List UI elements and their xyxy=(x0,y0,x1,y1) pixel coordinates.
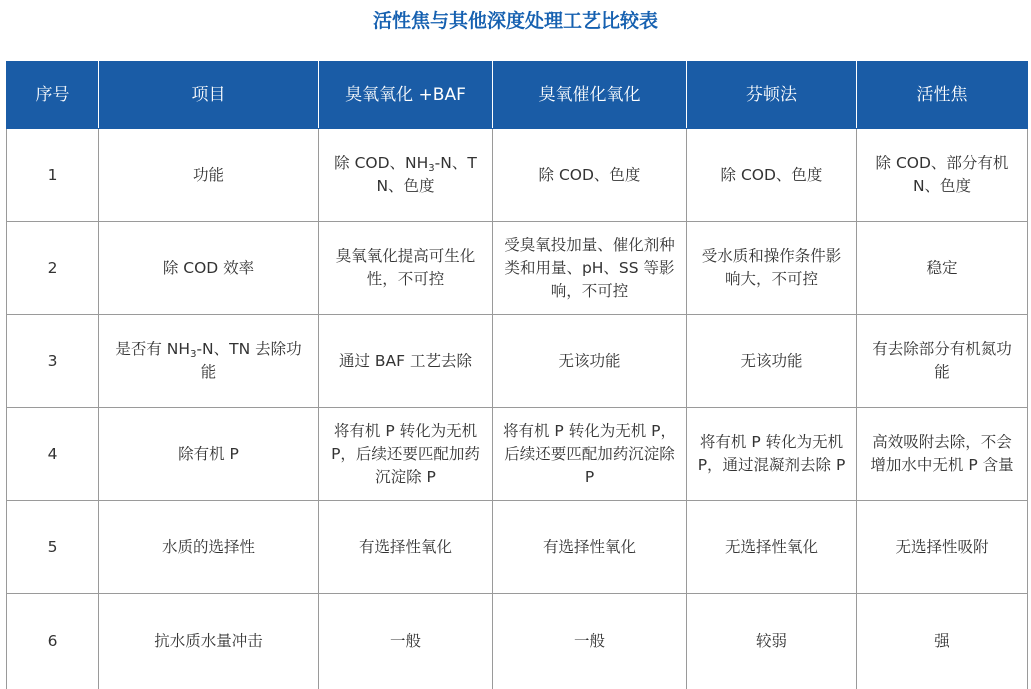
cell-no: 1 xyxy=(7,129,99,222)
table-row xyxy=(7,222,1028,315)
table-row xyxy=(7,408,1028,501)
cell-ozone-baf: 通过 BAF 工艺去除 xyxy=(319,315,493,408)
cell-catalytic-ozonation: 一般 xyxy=(493,594,687,689)
cell-catalytic-ozonation: 受臭氧投加量、催化剂种类和用量、pH、SS 等影响，不可控 xyxy=(493,222,687,315)
cell-no: 6 xyxy=(7,594,99,689)
cell-no: 4 xyxy=(7,408,99,501)
cell-item: 除 COD 效率 xyxy=(99,222,319,315)
cell-activated-coke: 无选择性吸附 xyxy=(857,501,1028,594)
comparison-table xyxy=(6,61,1028,689)
cell-ozone-baf: 将有机 P 转化为无机 P，后续还要匹配加药沉淀除 P xyxy=(319,408,493,501)
cell-fenton: 将有机 P 转化为无机 P，通过混凝剂去除 P xyxy=(687,408,857,501)
subscript: 3 xyxy=(428,163,435,174)
header-row xyxy=(7,62,1028,129)
table-row xyxy=(7,315,1028,408)
cell-ozone-baf xyxy=(319,129,493,222)
cell-item: 功能 xyxy=(99,129,319,222)
cell-item: 除有机 P xyxy=(99,408,319,501)
cell-ozone-baf: 一般 xyxy=(319,594,493,689)
cell-fenton: 较弱 xyxy=(687,594,857,689)
header-fenton: 芬顿法 xyxy=(687,62,857,129)
header-catalytic-ozonation: 臭氧催化氧化 xyxy=(493,62,687,129)
table-row xyxy=(7,501,1028,594)
subscript: 3 xyxy=(190,349,197,360)
cell-fenton: 受水质和操作条件影响大，不可控 xyxy=(687,222,857,315)
cell-activated-coke: 高效吸附去除，不会增加水中无机 P 含量 xyxy=(857,408,1028,501)
table-row xyxy=(7,129,1028,222)
table-title: 活性焦与其他深度处理工艺比较表 xyxy=(372,10,658,32)
table-row xyxy=(7,594,1028,689)
cell-fenton: 无选择性氧化 xyxy=(687,501,857,594)
cell-catalytic-ozonation: 将有机 P 转化为无机 P，后续还要匹配加药沉淀除 P xyxy=(493,408,687,501)
cell-fenton: 无该功能 xyxy=(687,315,857,408)
cell-activated-coke: 强 xyxy=(857,594,1028,689)
cell-item: 抗水质水量冲击 xyxy=(99,594,319,689)
header-activated-coke: 活性焦 xyxy=(857,62,1028,129)
header-no: 序号 xyxy=(7,62,99,129)
text-part: -N、TN 去除功能 xyxy=(196,340,302,381)
cell-no: 5 xyxy=(7,501,99,594)
cell-fenton: 除 COD、色度 xyxy=(687,129,857,222)
cell-item: 水质的选择性 xyxy=(99,501,319,594)
cell-ozone-baf: 有选择性氧化 xyxy=(319,501,493,594)
cell-no: 2 xyxy=(7,222,99,315)
header-item: 项目 xyxy=(99,62,319,129)
text-part: 是否有 NH xyxy=(115,340,191,358)
cell-no: 3 xyxy=(7,315,99,408)
header-ozone-baf: 臭氧氧化 +BAF xyxy=(319,62,493,129)
cell-activated-coke: 稳定 xyxy=(857,222,1028,315)
cell-catalytic-ozonation: 除 COD、色度 xyxy=(493,129,687,222)
cell-item xyxy=(99,315,319,408)
text-part: -N、TN、色度 xyxy=(376,154,477,195)
cell-activated-coke: 除 COD、部分有机 N、色度 xyxy=(857,129,1028,222)
cell-ozone-baf: 臭氧氧化提高可生化性，不可控 xyxy=(319,222,493,315)
text-part: 除 COD、NH xyxy=(334,154,429,172)
cell-catalytic-ozonation: 无该功能 xyxy=(493,315,687,408)
cell-activated-coke: 有去除部分有机氮功能 xyxy=(857,315,1028,408)
cell-catalytic-ozonation: 有选择性氧化 xyxy=(493,501,687,594)
